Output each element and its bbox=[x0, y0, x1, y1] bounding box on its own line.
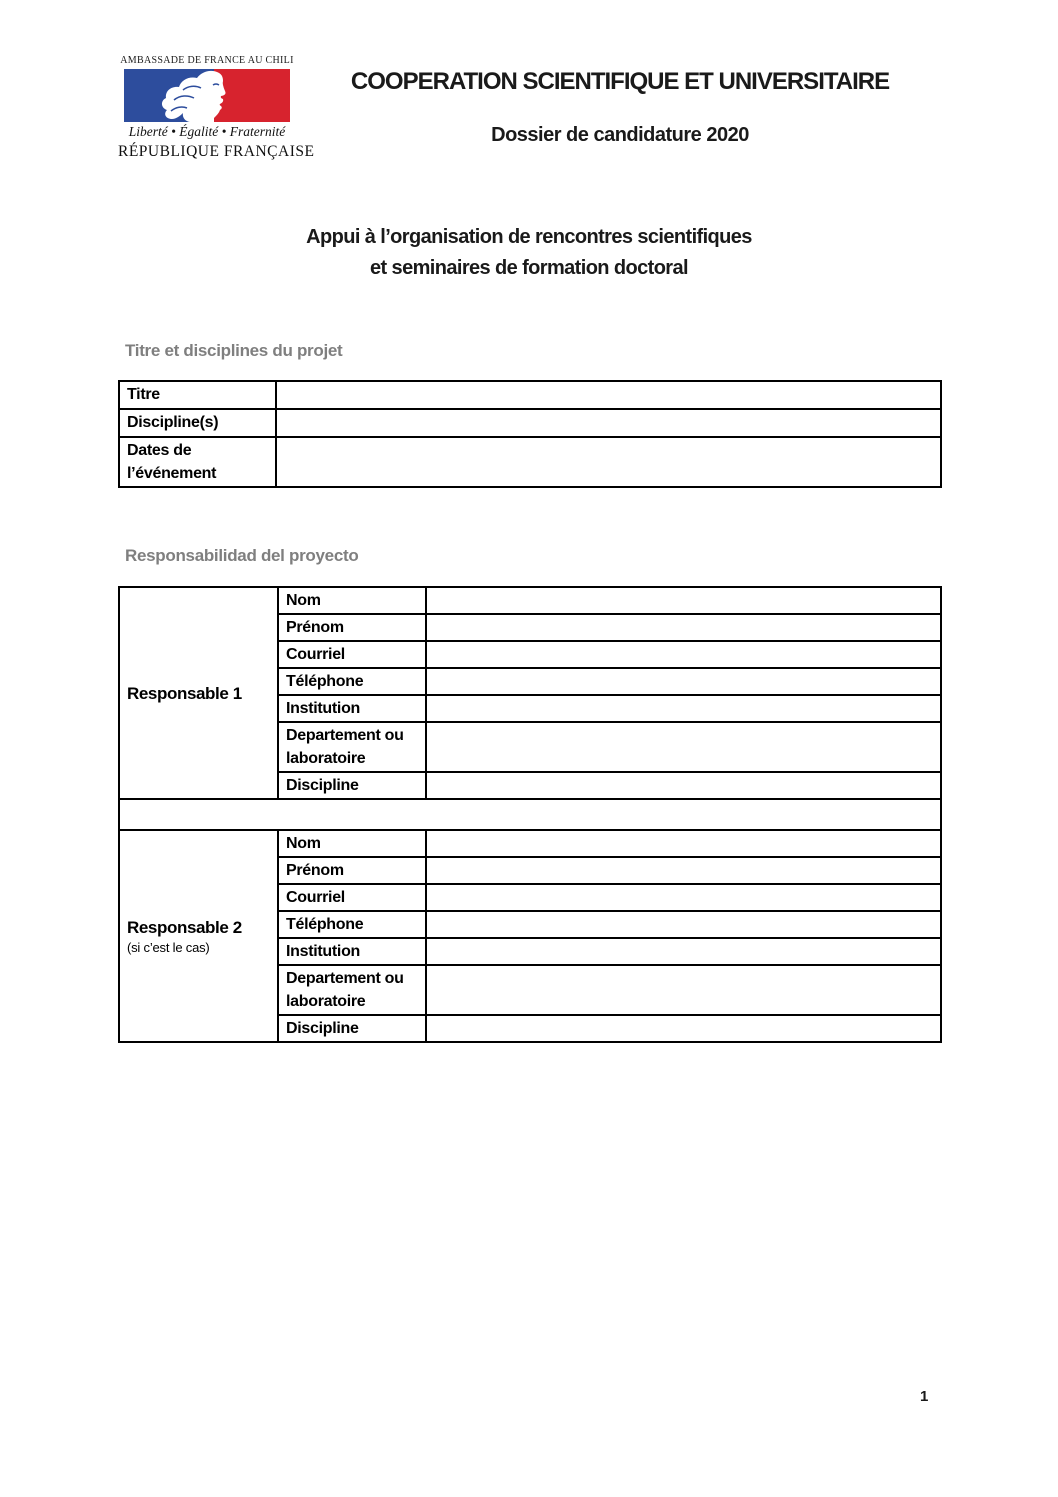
field-value-input[interactable] bbox=[426, 695, 941, 722]
field-label: Discipline bbox=[278, 772, 426, 799]
table-row bbox=[119, 409, 941, 437]
page-number: 1 bbox=[920, 1388, 929, 1405]
responsable2-label: Responsable 2 bbox=[127, 918, 242, 937]
flag-red-field bbox=[214, 69, 290, 122]
logo-motto: Liberté • Égalité • Fraternité bbox=[128, 124, 286, 139]
logo-republic-name: RÉPUBLIQUE FRANÇAISE bbox=[118, 143, 315, 160]
field-label: Departement ou laboratoire bbox=[278, 965, 426, 1015]
field-label: Téléphone bbox=[278, 668, 426, 695]
disciplines-value-cell[interactable] bbox=[276, 409, 941, 437]
table-row bbox=[119, 587, 941, 614]
document-title: COOPERATION SCIENTIFIQUE ET UNIVERSITAIRE bbox=[350, 68, 890, 95]
spacer-cell bbox=[119, 799, 941, 830]
section-title-responsibility: Responsabilidad del proyecto bbox=[125, 546, 359, 565]
responsables-table bbox=[118, 586, 942, 1043]
program-heading-line1: Appui à l’organisation de rencontres scientifiques bbox=[306, 226, 752, 248]
field-value-input[interactable] bbox=[426, 938, 941, 965]
responsable2-label-cell bbox=[119, 830, 278, 1042]
dates-row-label: Dates de l’événement bbox=[119, 437, 276, 487]
field-label: Téléphone bbox=[278, 911, 426, 938]
field-label: Institution bbox=[278, 938, 426, 965]
field-value-input[interactable] bbox=[426, 1015, 941, 1042]
table-row bbox=[119, 437, 941, 487]
field-label: Institution bbox=[278, 695, 426, 722]
french-flag-icon bbox=[124, 69, 290, 122]
project-info-table bbox=[118, 380, 942, 488]
table-row bbox=[119, 830, 941, 857]
section-title-project: Titre et disciplines du projet bbox=[125, 341, 343, 360]
field-label: Prénom bbox=[278, 857, 426, 884]
field-value-input[interactable] bbox=[426, 668, 941, 695]
field-value-input[interactable] bbox=[426, 857, 941, 884]
dates-value-cell[interactable] bbox=[276, 437, 941, 487]
program-heading-line2: et seminaires de formation doctoral bbox=[370, 257, 688, 279]
document-subtitle: Dossier de candidature 2020 bbox=[491, 124, 749, 146]
field-value-input[interactable] bbox=[426, 614, 941, 641]
field-label: Nom bbox=[278, 830, 426, 857]
field-value-input[interactable] bbox=[426, 884, 941, 911]
program-heading bbox=[0, 222, 1058, 284]
field-label: Discipline bbox=[278, 1015, 426, 1042]
titre-value-cell[interactable] bbox=[276, 381, 941, 409]
embassy-name: AMBASSADE DE FRANCE AU CHILI bbox=[120, 55, 294, 66]
field-label: Courriel bbox=[278, 884, 426, 911]
field-label: Courriel bbox=[278, 641, 426, 668]
table-row bbox=[119, 381, 941, 409]
field-value-input[interactable] bbox=[426, 830, 941, 857]
field-value-input[interactable] bbox=[426, 772, 941, 799]
header-titles bbox=[300, 68, 940, 147]
disciplines-row-label: Discipline(s) bbox=[119, 409, 276, 437]
field-value-input[interactable] bbox=[426, 911, 941, 938]
field-label: Nom bbox=[278, 587, 426, 614]
embassy-logo bbox=[118, 55, 315, 161]
field-value-input[interactable] bbox=[426, 722, 941, 772]
field-value-input[interactable] bbox=[426, 641, 941, 668]
field-label: Prénom bbox=[278, 614, 426, 641]
titre-row-label: Titre bbox=[119, 381, 276, 409]
field-value-input[interactable] bbox=[426, 587, 941, 614]
responsable1-label-cell: Responsable 1 bbox=[119, 587, 278, 799]
responsable2-sublabel: (si c’est le cas) bbox=[127, 940, 210, 955]
table-spacer-row bbox=[119, 799, 941, 830]
field-value-input[interactable] bbox=[426, 965, 941, 1015]
field-label: Departement ou laboratoire bbox=[278, 722, 426, 772]
